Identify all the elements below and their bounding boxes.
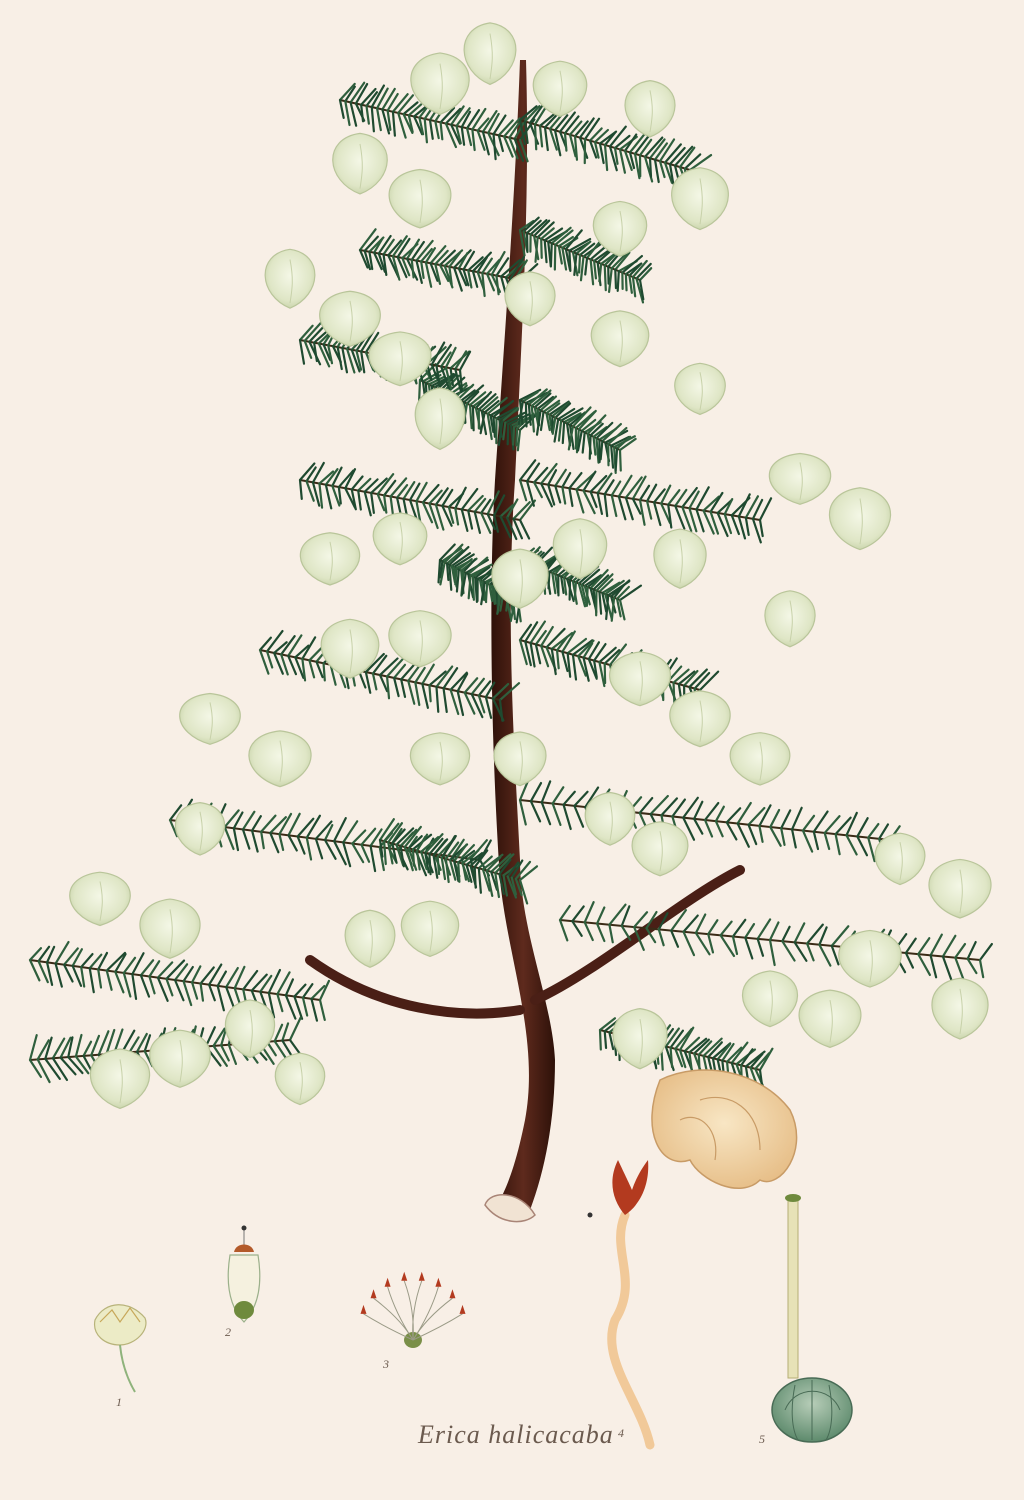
- bract: [610, 652, 671, 706]
- bract: [300, 533, 359, 585]
- bract: [321, 619, 379, 678]
- bract: [345, 910, 395, 967]
- figure-1-flower: [95, 1305, 146, 1392]
- bract: [464, 23, 516, 85]
- figure-4-style: [588, 1160, 651, 1445]
- bract: [585, 793, 635, 846]
- bract: [265, 249, 315, 308]
- bract: [632, 822, 688, 876]
- figure-number-4: 4: [618, 1426, 624, 1440]
- figure-2-flower-section: [228, 1226, 260, 1323]
- bract: [675, 363, 726, 414]
- bract: [90, 1049, 149, 1108]
- figure-3-stamens: [360, 1272, 465, 1348]
- figure-number-3: 3: [383, 1357, 389, 1371]
- ripe-bract-cluster: [652, 1070, 797, 1188]
- bract: [333, 133, 387, 194]
- bract: [415, 388, 465, 450]
- bract: [275, 1053, 325, 1104]
- bract: [799, 990, 861, 1047]
- bract: [769, 454, 830, 505]
- bract: [672, 168, 729, 230]
- bract: [929, 859, 991, 918]
- figure-number-1: 1: [116, 1395, 122, 1409]
- plate-title: Erica halicacaba: [418, 1420, 614, 1449]
- bract: [730, 733, 790, 785]
- bract: [593, 201, 646, 256]
- bract: [150, 1030, 210, 1087]
- needle-spray: [260, 631, 519, 721]
- bract: [829, 488, 890, 550]
- bract: [225, 1000, 274, 1058]
- bract: [839, 930, 901, 987]
- bract: [401, 901, 458, 956]
- bract: [410, 733, 469, 785]
- bract: [249, 731, 311, 787]
- bract: [670, 691, 730, 747]
- bract: [180, 694, 241, 745]
- bract: [743, 971, 798, 1027]
- figure-number-5: 5: [759, 1432, 765, 1446]
- bract: [389, 170, 451, 228]
- bract: [654, 529, 706, 588]
- bract: [932, 978, 988, 1039]
- needle-spray: [519, 389, 636, 473]
- bract: [875, 833, 925, 884]
- figure-number-2: 2: [225, 1325, 231, 1339]
- bract: [765, 591, 815, 647]
- bract: [70, 872, 131, 925]
- bract: [175, 803, 224, 855]
- bract: [140, 899, 200, 958]
- figure-5-pistil: [772, 1194, 852, 1442]
- bract: [591, 311, 649, 367]
- needle-spray: [520, 780, 900, 862]
- bract: [373, 513, 427, 565]
- bract: [625, 81, 675, 137]
